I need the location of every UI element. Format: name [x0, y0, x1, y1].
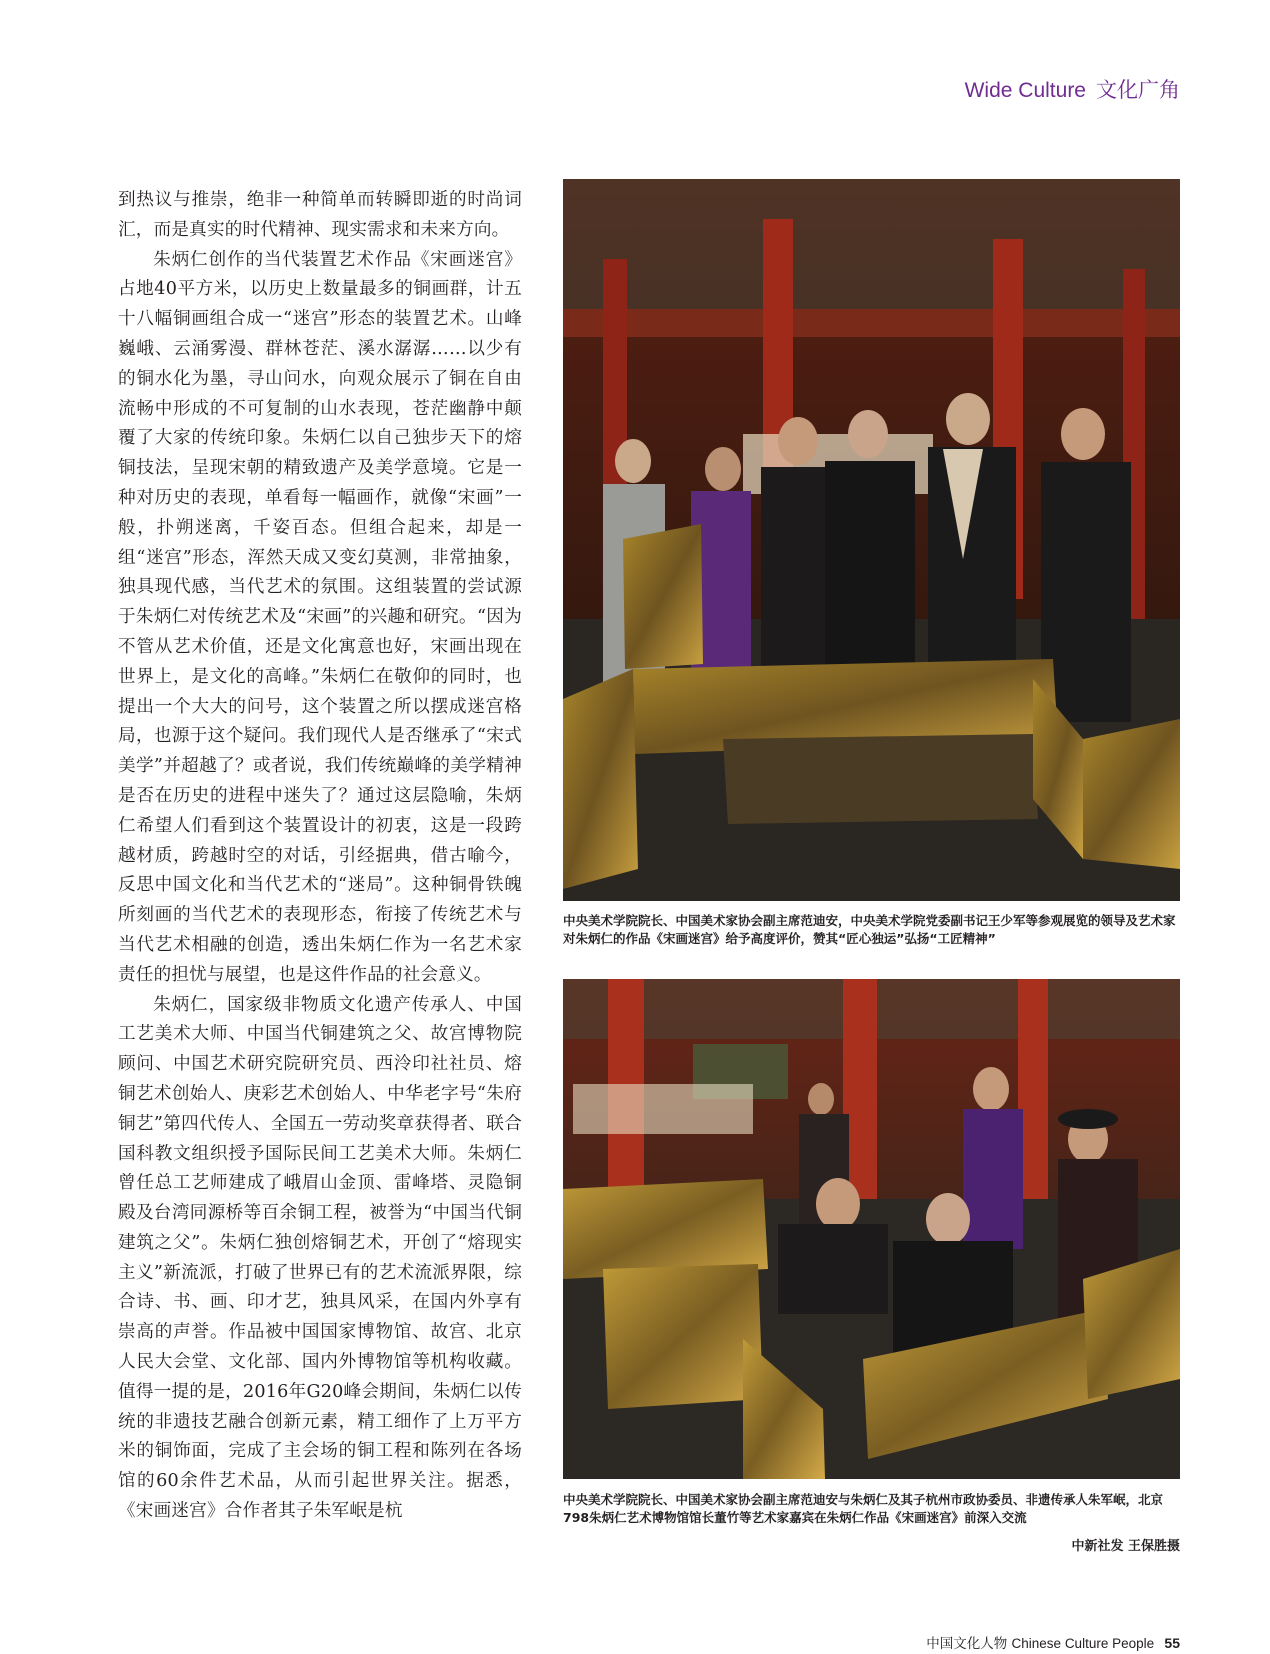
photo-exhibition-visit: [563, 179, 1180, 901]
page-footer: [926, 1632, 1180, 1652]
article-paragraph: 到热议与推崇，绝非一种简单而转瞬即逝的时尚词汇，而是真实的时代精神、现实需求和未来方向。: [118, 190, 522, 240]
article-paragraph: 朱炳仁创作的当代装置艺术作品《宋画迷宫》占地40平方米，以历史上数量最多的铜画群，计五十八幅铜画组合成一“迷宫”形态的装置艺术。山峰巍峨、云涌雾漫、群林苍茫、溪水潺潺……以少有的铜水化为墨，寻山问水，向观众展示了铜在自由流畅中形成的不可复制的山水表现，苍茫幽静中颠覆了大家的传统印象。朱炳仁以自己独步天下的熔铜技法，呈现宋朝的精致遗产及美学意境。它是一种对历史的表现，单看每一幅画作，就像“宋画”一般，扑朔迷离，千姿百态。但组合起来，却是一组“迷宫”形态，浑然天成又变幻莫测，非常抽象，独具现代感，当代艺术的氛围。这组装置的尝试源于朱炳仁对传统艺术及“宋画”的兴趣和研究。“因为不管从艺术价值，还是文化寓意也好，宋画出现在世界上，是文化的高峰。”朱炳仁在敬仰的同时，也提出一个大大的问号，这个装置之所以摆成迷宫格局，也源于这个疑问。我们现代人是否继承了“宋式美学”并超越了？或者说，我们传统巅峰的美学精神是否在历史的进程中迷失了？通过这层隐喻，朱炳仁希望人们看到这个装置设计的初衷，这是一段跨越材质，跨越时空的对话，引经据典，借古喻今，反思中国文化和当代艺术的“迷局”。这种铜骨铁魄所刻画的当代艺术的表现形态，衔接了传统艺术与当代艺术相融的创造，透出朱炳仁作为一名艺术家责任的担忧与展望，也是这件作品的社会意义。: [118, 249, 522, 985]
article-paragraph: 朱炳仁，国家级非物质文化遗产传承人、中国工艺美术大师、中国当代铜建筑之父、故宫博物院顾问、中国艺术研究院研究员、西泠印社社员、熔铜艺术创始人、庚彩艺术创始人、中华老字号“朱府铜艺”第四代传人、全国五一劳动奖章获得者、联合国科教文组织授予国际民间工艺美术大师。朱炳仁曾任总工艺师建成了峨眉山金顶、雷峰塔、灵隐铜殿及台湾同源桥等百余铜工程，被誉为“中国当代铜建筑之父”。朱炳仁独创熔铜艺术，开创了“熔现实主义”新流派，打破了世界已有的艺术流派界限，综合诗、书、画、印才艺，独具风采，在国内外享有崇高的声誉。作品被中国国家博物馆、故宫、北京人民大会堂、文化部、国内外博物馆等机构收藏。值得一提的是，2016年G20峰会期间，朱炳仁以传统的非遗技艺融合创新元素，精工细作了上万平方米的铜饰面，完成了主会场的铜工程和陈列在各场馆的60余件艺术品，从而引起世界关注。据悉，《宋画迷宫》合作者其子朱军岷是杭: [118, 994, 522, 1522]
photo-illustration: [563, 979, 1180, 1479]
section-title-en: Wide Culture: [964, 79, 1086, 102]
photo-illustration: [563, 179, 1180, 901]
photo-artists-discussion: [563, 979, 1180, 1479]
section-title-cn: 文化广角: [1096, 78, 1180, 102]
photo-credit: 中新社发 王保胜摄: [1071, 1539, 1180, 1554]
photo-caption-bottom: 中央美术学院院长、中国美术家协会副主席范迪安与朱炳仁及其子杭州市政协委员、非遗传承人朱军岷，北京798朱炳仁艺术博物馆馆长董竹等艺术家嘉宾在朱炳仁作品《宋画迷宫》前深入交流: [563, 1492, 1164, 1525]
section-header: [965, 74, 1180, 104]
magazine-name-cn: 中国文化人物: [926, 1636, 1008, 1652]
magazine-name-en: Chinese Culture People: [1011, 1636, 1155, 1651]
photo-caption-top: 中央美术学院院长、中国美术家协会副主席范迪安，中央美术学院党委副书记王少军等参观展览的领导及艺术家对朱炳仁的作品《宋画迷宫》给予高度评价，赞其“匠心独运”弘扬“工匠精神”: [563, 913, 1176, 946]
page-number: 55: [1164, 1635, 1180, 1651]
article-body: [118, 186, 522, 1527]
